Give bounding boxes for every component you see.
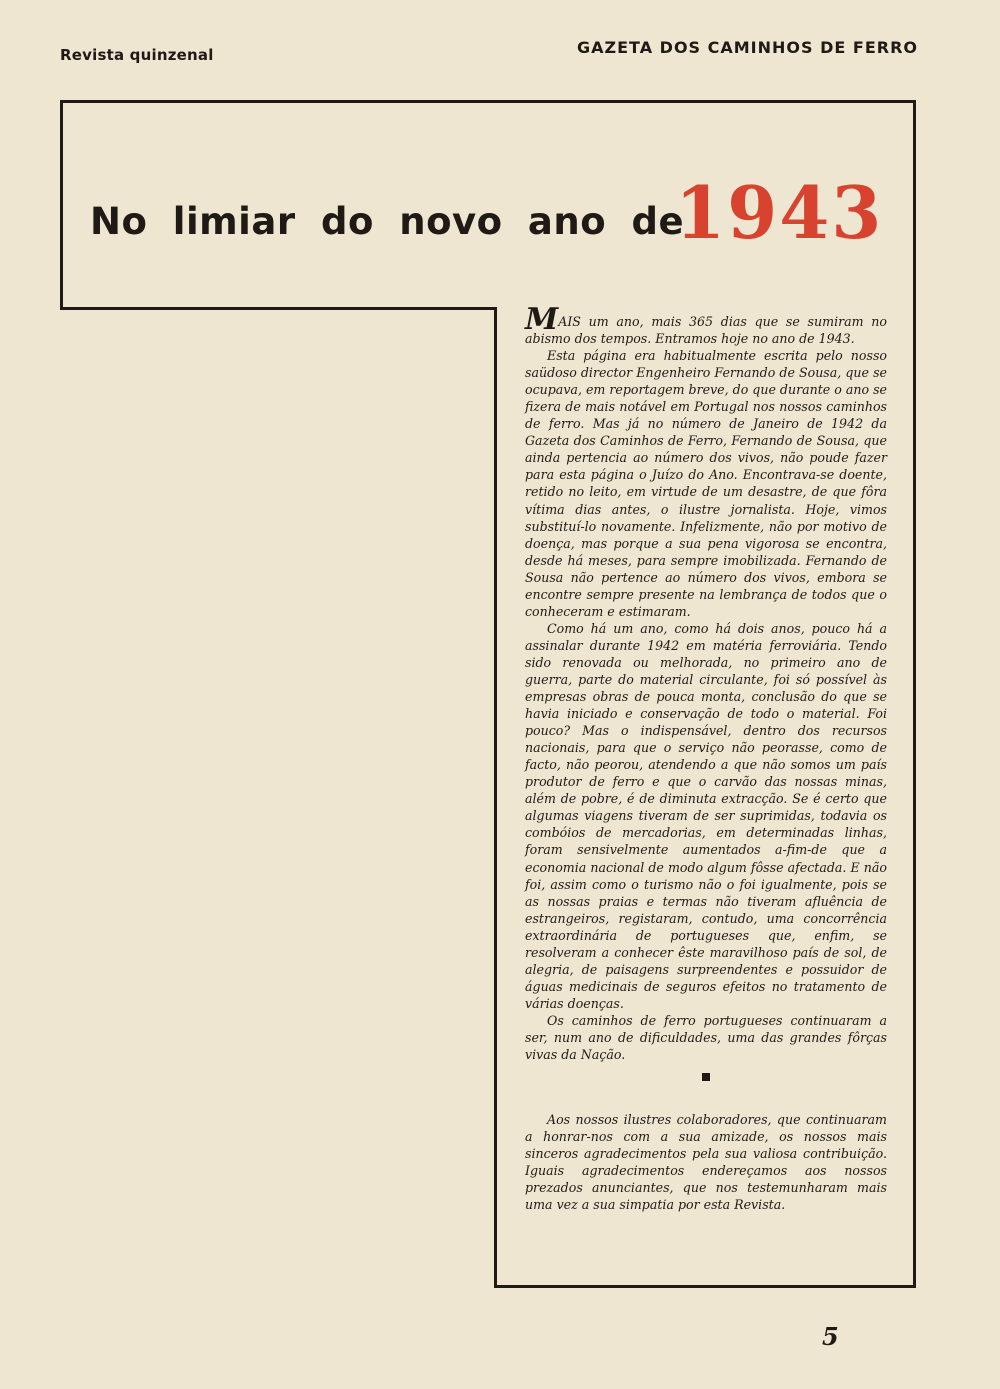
article-paragraph-1-text: AIS um ano, mais 365 dias que se sumiram no abismo dos tempos. Entramos hoje no ano de 1943. [525, 314, 887, 347]
title-text: No limiar do novo ano de [90, 200, 685, 243]
page-title [90, 170, 890, 255]
frame-step-border [60, 307, 497, 310]
article-body [525, 302, 887, 1213]
article-paragraph-4: Os caminhos de ferro portugueses continuaram a ser, num ano de dificuldades, uma das grandes fôrças vivas da Nação. [525, 1012, 887, 1063]
title-year: 1943 [675, 170, 884, 255]
frame-inner-border [494, 307, 497, 1288]
article-paragraph-1 [525, 302, 887, 347]
frame-bottom-border [494, 1285, 916, 1288]
article-paragraph-5: Aos nossos ilustres colaboradores, que continuaram a honrar-nos com a sua amizade, os nossos mais sinceros agradecimentos pela sua valiosa contribuição. Iguais agradecimentos endereçamos aos nossos prezados anunciantes, que nos testemunharam mais uma vez a sua simpatia por esta Revista. [525, 1112, 887, 1213]
frame-left-border [60, 100, 63, 310]
drop-cap: M [525, 302, 559, 337]
page-number: 5 [822, 1322, 839, 1351]
frame-right-border [913, 100, 916, 1288]
header-left: Revista quinzenal [60, 46, 214, 64]
header-right: GAZETA DOS CAMINHOS DE FERRO [576, 38, 918, 57]
frame-top-border [60, 100, 916, 103]
section-separator-square [702, 1073, 710, 1081]
article-paragraph-3: Como há um ano, como há dois anos, pouco há a assinalar durante 1942 em matéria ferroviária. Tendo sido renovada ou melhorada, no primeiro ano de guerra, parte do material circulante, foi só possível às empresas obras de pouca monta, conclusão do que se havia iniciado e conservação de todo o material. Foi pouco? Mas o indispensável, dentro dos recursos nacionais, para que o serviço não peorasse, como de facto, não peorou, atendendo a que não somos um país produtor de ferro e que o carvão das nossas minas, além de pobre, é de diminuta extracção. Se é certo que algumas viagens tiveram de ser suprimidas, todavia os combóios de mercadorias, em determinadas linhas, foram sensivelmente aumentados a-fim-de que a economia nacional de modo algum fôsse afectada. E não foi, assim como o turismo não o foi igualmente, pois se as nossas praias e termas não tiveram afluência de estrangeiros, registaram, contudo, uma concorrência extraordinária de portugueses que, enfim, se resolveram a conhecer êste maravilhoso país de sol, de alegria, de paisagens surpreendentes e possuidor de águas medicinais de seguros efeitos no tratamento de várias doenças. [525, 620, 887, 1011]
article-paragraph-2: Esta página era habitualmente escrita pelo nosso saüdoso director Engenheiro Fernando de Sousa, que se ocupava, em reportagem breve, do que durante o ano se fizera de mais notável em Portugal nos nossos caminhos de ferro. Mas já no número de Janeiro de 1942 da Gazeta dos Caminhos de Ferro, Fernando de Sousa, que ainda pertencia ao número dos vivos, não poude fazer para esta página o Juízo do Ano. Encontrava-se doente, retido no leito, em virtude de um desastre, de que fôra vítima dias antes, o ilustre jornalista. Hoje, vimos substituí-lo novamente. Infelizmente, não por motivo de doença, mas porque a sua pena vigorosa se encontra, desde há meses, para sempre imobilizada. Fernando de Sousa não pertence ao número dos vivos, embora se encontre sempre presente na lembrança de todos que o conheceram e estimaram. [525, 348, 887, 619]
